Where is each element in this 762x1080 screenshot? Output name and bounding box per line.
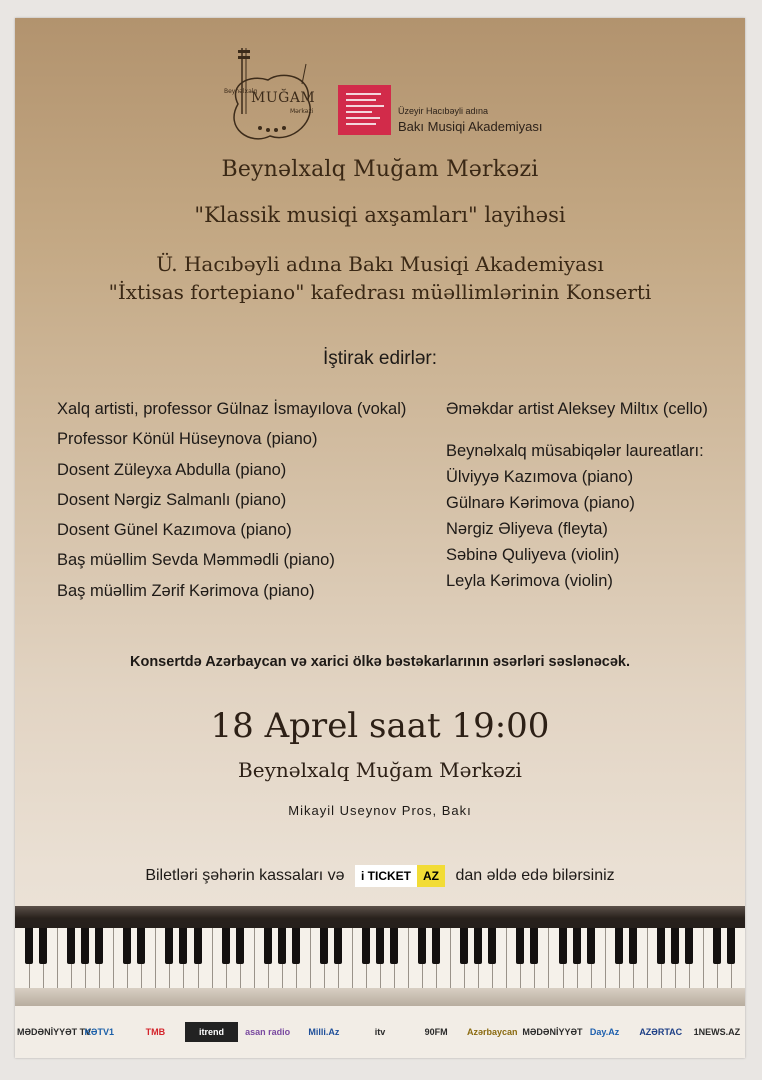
- black-key: [95, 928, 103, 964]
- sponsor-logo: itv: [374, 1027, 386, 1037]
- black-key: [362, 928, 370, 964]
- sponsor-logo: Azərbaycan: [467, 1027, 518, 1037]
- black-key: [137, 928, 145, 964]
- white-key-divider: [548, 928, 549, 988]
- list-item: Dosent Nərgiz Salmanlı (piano): [57, 490, 287, 509]
- white-key-divider: [352, 928, 353, 988]
- black-key: [123, 928, 131, 964]
- black-key: [559, 928, 567, 964]
- black-key: [179, 928, 187, 964]
- black-key: [432, 928, 440, 964]
- black-key: [390, 928, 398, 964]
- sponsor-logo: Day.Az: [589, 1027, 620, 1037]
- bma-logo-icon: [338, 85, 391, 135]
- white-key-divider: [647, 928, 648, 988]
- black-key: [222, 928, 230, 964]
- black-key: [278, 928, 286, 964]
- logo-row: [15, 44, 745, 154]
- iticket-badge[interactable]: [355, 865, 445, 887]
- black-key: [39, 928, 47, 964]
- sponsor-logo: 1NEWS.AZ: [693, 1027, 741, 1037]
- participants-right-list: [446, 398, 708, 596]
- black-key: [587, 928, 595, 964]
- organizer-title: Beynəlxalq Muğam Mərkəzi: [221, 157, 539, 182]
- white-key-divider: [57, 928, 58, 988]
- event-venue: Beynəlxalq Muğam Mərkəzi: [238, 758, 522, 782]
- black-key: [376, 928, 384, 964]
- white-key-divider: [254, 928, 255, 988]
- list-item: Dosent Günel Kazımova (piano): [57, 521, 292, 540]
- black-key: [573, 928, 581, 964]
- list-item: Əməkdar artist Aleksey Miltıx (cello): [446, 400, 708, 418]
- laureates-heading: Beynəlxalq müsabiqələr laureatları:: [446, 442, 704, 461]
- white-key-divider: [113, 928, 114, 988]
- list-item: Ülviyyə Kazımova (piano): [446, 468, 634, 487]
- academy-title: Ü. Hacıbəyli adına Bakı Musiqi Akademiyası: [156, 252, 604, 276]
- white-key-divider: [450, 928, 451, 988]
- mugham-logo-title: MUĞAM: [251, 90, 316, 106]
- white-key-divider: [155, 928, 156, 988]
- black-key: [165, 928, 173, 964]
- ticket-info: [15, 865, 745, 887]
- white-key-divider: [408, 928, 409, 988]
- white-key-divider: [212, 928, 213, 988]
- black-key: [629, 928, 637, 964]
- program-notice: Konsertdə Azərbaycan və xarici ölkə bəstəkarlarının əsərləri səslənəcək.: [130, 654, 630, 670]
- concert-title: "İxtisas fortepiano" kafedrası müəllimlərinin Konserti: [108, 280, 652, 304]
- piano-keyboard-image: [15, 906, 745, 1006]
- black-key: [474, 928, 482, 964]
- list-item: Baş müəllim Zərif Kərimova (piano): [57, 581, 315, 600]
- black-key: [460, 928, 468, 964]
- black-key: [657, 928, 665, 964]
- sponsor-logo: 90FM: [424, 1027, 448, 1037]
- black-key: [685, 928, 693, 964]
- list-item: Dosent Züleyxa Abdulla (piano): [57, 460, 287, 479]
- black-key: [67, 928, 75, 964]
- sponsor-logo: Milli.Az: [308, 1027, 340, 1037]
- sponsor-logo: KƏTV1: [84, 1027, 114, 1037]
- sponsor-logo: AZƏRTAC: [639, 1027, 683, 1037]
- iticket-badge-right: AZ: [417, 865, 445, 887]
- black-key: [615, 928, 623, 964]
- black-key: [236, 928, 244, 964]
- black-key: [516, 928, 524, 964]
- sponsor-logo: MƏDƏNİYYƏT TV: [17, 1027, 92, 1037]
- black-key: [194, 928, 202, 964]
- black-key: [334, 928, 342, 964]
- piano-keys: [15, 928, 745, 988]
- event-date-time: 18 Aprel saat 19:00: [210, 706, 550, 746]
- sponsor-logos: [15, 1006, 745, 1058]
- bma-logo-name: Bakı Musiqi Akademiyası: [398, 119, 543, 134]
- list-item: Professor Könül Hüseynova (piano): [57, 430, 318, 449]
- black-key: [25, 928, 33, 964]
- black-key: [264, 928, 272, 964]
- white-key-divider: [605, 928, 606, 988]
- list-item: Leyla Kərimova (violin): [446, 572, 613, 591]
- sponsor-logo: asan radio: [245, 1027, 291, 1037]
- mugham-logo-small-top: Beynəlxalq: [224, 88, 258, 95]
- black-key: [671, 928, 679, 964]
- list-item: Səbinə Quliyeva (violin): [446, 546, 620, 565]
- black-key: [418, 928, 426, 964]
- white-key-divider: [506, 928, 507, 988]
- black-key: [488, 928, 496, 964]
- mugham-center-logo: [220, 44, 320, 149]
- sponsor-logo: MƏDƏNİYYƏT: [522, 1027, 583, 1037]
- list-item: Baş müəllim Sevda Məmmədli (piano): [57, 551, 335, 570]
- bma-logo-subtitle: Üzeyir Hacıbəyli adına: [398, 106, 489, 116]
- white-key-divider: [310, 928, 311, 988]
- sponsor-logo: TMB: [145, 1027, 166, 1037]
- concert-poster: [15, 18, 745, 1058]
- participants-heading: İştirak edirlər:: [322, 348, 438, 369]
- participants-left-list: [57, 398, 406, 610]
- black-key: [320, 928, 328, 964]
- black-key: [713, 928, 721, 964]
- iticket-badge-left: i TICKET: [355, 865, 417, 887]
- ticket-text-before: Biletləri şəhərin kassaları və: [145, 867, 345, 885]
- black-key: [292, 928, 300, 964]
- mugham-logo-small-bottom: Mərkəzi: [290, 108, 314, 115]
- black-key: [530, 928, 538, 964]
- event-address: Mikayil Useynov Pros, Bakı: [288, 803, 472, 818]
- list-item: Nərgiz Əliyeva (fleyta): [446, 520, 608, 539]
- list-item: Gülnarə Kərimova (piano): [446, 494, 635, 513]
- sponsor-logo: itrend: [185, 1022, 237, 1042]
- black-key: [81, 928, 89, 964]
- white-key-divider: [703, 928, 704, 988]
- project-title: "Klassik musiqi axşamları" layihəsi: [194, 203, 566, 227]
- ticket-text-after: dan əldə edə bilərsiniz: [455, 867, 615, 885]
- black-key: [727, 928, 735, 964]
- list-item: Xalq artisti, professor Gülnaz İsmayılova (vokal): [57, 400, 407, 418]
